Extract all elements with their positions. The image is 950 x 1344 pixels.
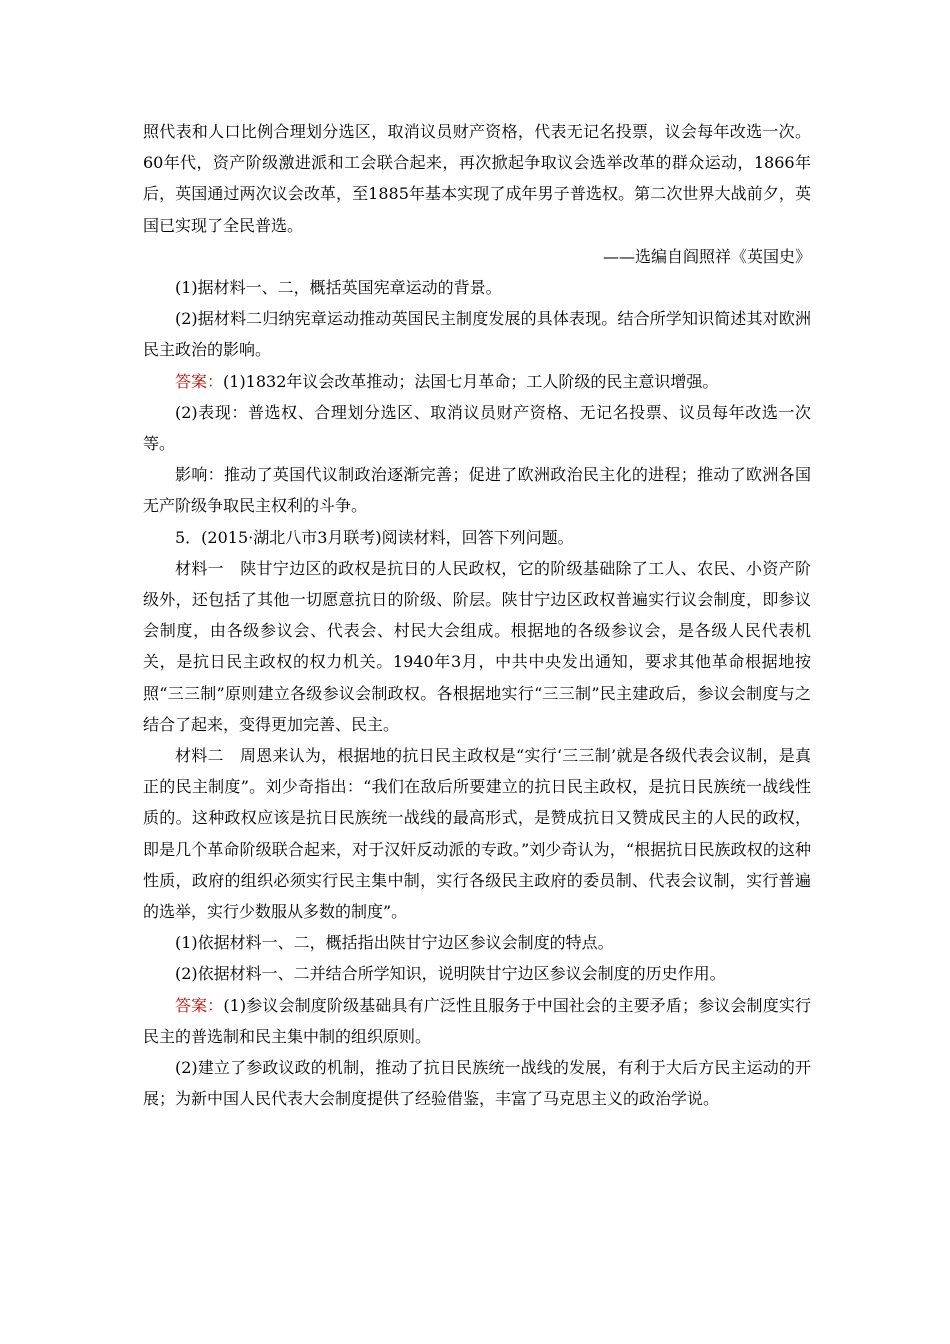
- answer-label: 答案：: [175, 995, 224, 1015]
- q4-answer-3: 影响：推动了英国代议制政治逐渐完善；促进了欧洲政治民主化的进程；推动了欧洲各国无产阶级争取民主权利的斗争。: [143, 465, 811, 516]
- answer-text: (1)参议会制度阶级基础具有广泛性且服务于中国社会的主要矛盾；参议会制度实行民主的普选制和民主集中制的组织原则。: [143, 995, 811, 1046]
- answer-text: (1)1832年议会改革推动；法国七月革命；工人阶级的民主意识增强。: [223, 371, 719, 391]
- source-citation: ——选编自阎照祥《英国史》: [602, 246, 811, 266]
- q4-answer-2: (2)表现：普选权、合理划分选区、取消议员财产资格、无记名投票、议员每年改选一次等。: [143, 402, 811, 454]
- answer-label: 答案：: [175, 371, 224, 391]
- q5-material-1: 材料一 陕甘宁边区的政权是抗日的人民政权，它的阶级基础除了工人、农民、小资产阶级外，还包括了其他一切愿意抗日的阶级、阶层。陕甘宁边区政权普遍实行议会制度，即参议会制度，由各级参议会、代表会、村民大会组成。根据地的各级参议会，是各级人民代表机关，是抗日民主政权的权力机关。1940年3月，中共中央发出通知，要求其他革命根据地按照“三三制”原则建立各级参议会制政权。各根据地实行“三三制”民主建政后，参议会制度与之结合了起来，变得更加完善、民主。: [143, 558, 811, 734]
- q4-question-2: (2)据材料二归纳宪章运动推动英国民主制度发展的具体表现。结合所学知识简述其对欧洲民主政治的影响。: [143, 309, 811, 360]
- q5-question-2: (2)依据材料一、二并结合所学知识，说明陕甘宁边区参议会制度的历史作用。: [175, 964, 726, 984]
- q4-answer-1: [143, 366, 811, 397]
- q5-answer-2: (2)建立了参政议政的机制，推动了抗日民族统一战线的发展，有利于大后方民主运动的开展；为新中国人民代表大会制度提供了经验借鉴，丰富了马克思主义的政治学说。: [143, 1058, 811, 1109]
- q4-question-1: (1)据材料一、二，概括英国宪章运动的背景。: [175, 278, 502, 298]
- q5-material-2: 材料二 周恩来认为，根据地的抗日民主政权是“实行‘三三制’就是各级代表会议制，是真正的民主制度”。刘少奇指出：“我们在敌后所要建立的抗日民主政权，是抗日民族统一战线性质的。这种政权应该是抗日民族统一战线的最高形式，是赞成抗日又赞成民主的人民的政权，即是几个革命阶级联合起来，对于汉奸反动派的专政。”刘少奇认为，“根据抗日民族政权的这种性质，政府的组织必须实行民主集中制，实行各级民主政府的委员制、代表会议制，实行普遍的选举，实行少数服从多数的制度”。: [143, 746, 811, 922]
- intro-paragraph: 照代表和人口比例合理划分选区，取消议员财产资格，代表无记名投票，议会每年改选一次。60年代，资产阶级激进派和工会联合起来，再次掀起争取议会选举改革的群众运动，1866年后，英国通过两次议会改革，至1885年基本实现了成年男子普选权。第二次世界大战前夕，英国已实现了全民普选。: [143, 122, 811, 235]
- document-page: [143, 116, 811, 1115]
- q5-answer-1: [143, 990, 811, 1052]
- q5-question-1: (1)依据材料一、二，概括指出陕甘宁边区参议会制度的特点。: [175, 933, 614, 953]
- q5-title: 5．(2015·湖北八市3月联考)阅读材料，回答下列问题。: [175, 527, 574, 547]
